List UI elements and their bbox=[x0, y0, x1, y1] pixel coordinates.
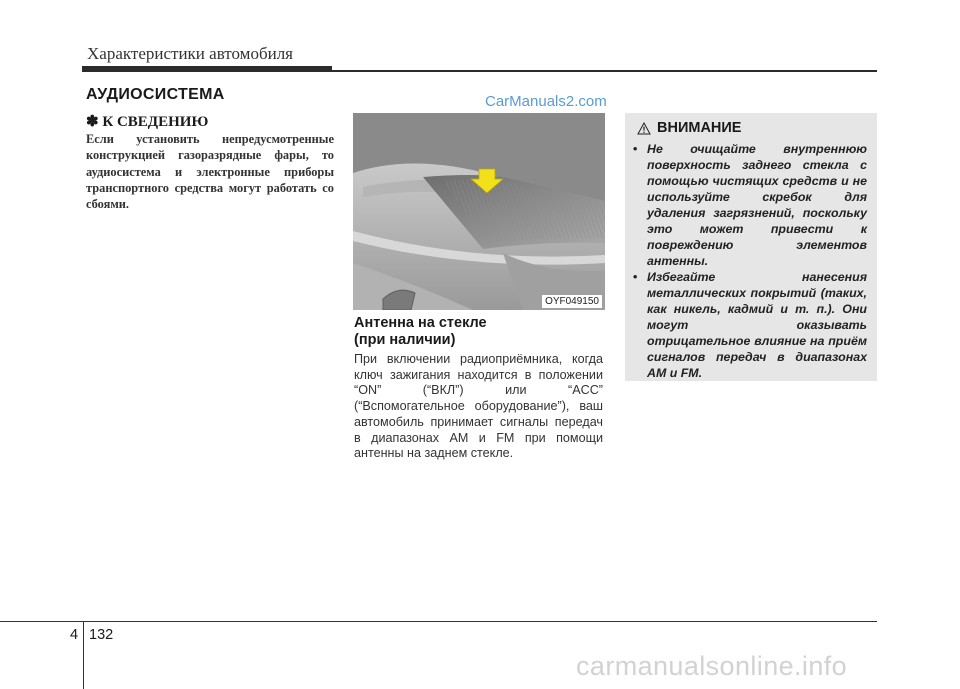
footer-rule bbox=[0, 621, 877, 622]
header-rule-thin bbox=[332, 70, 877, 72]
chapter-number: 4 bbox=[70, 627, 79, 643]
warning-item bbox=[631, 141, 867, 269]
footer-divider bbox=[83, 621, 84, 689]
watermark-bottom[interactable]: carmanualsonline.info bbox=[576, 651, 848, 681]
antenna-heading-line2: (при наличии) bbox=[354, 331, 456, 348]
warning-title: ВНИМАНИЕ bbox=[657, 120, 742, 136]
warning-item-text: Не очищайте внутреннюю поверхность заднего стекла с помощью чистящих средств и не используйте скребок для удаления загрязнений, поскольку это может привести к повреждению элементов антенны. bbox=[647, 142, 867, 268]
warning-triangle-icon bbox=[637, 122, 651, 135]
page-number: 132 bbox=[89, 627, 114, 643]
antenna-body: При включении радиоприёмника, когда ключ зажигания находится в положении “ON” (“ВКЛ”) или “ACC” (“Вспомогательное оборудование”), ваш автомобиль принимает сигналы передач в диапазонах AM и FM при помощи антенны на заднем стекле. bbox=[354, 352, 603, 461]
watermark-top[interactable]: CarManuals2.com bbox=[485, 93, 607, 110]
header-title: Характеристики автомобиля bbox=[87, 44, 293, 63]
rear-window-antenna-illustration bbox=[353, 113, 605, 310]
notice-body: Если установить непредусмотренные конструкцией газоразрядные фары, то аудиосистема и электронные приборы транспортного средства могут работать со сбоями. bbox=[86, 132, 334, 212]
warning-list bbox=[631, 141, 867, 381]
antenna-heading-line1: Антенна на стекле bbox=[354, 315, 487, 331]
bullet: • bbox=[633, 142, 638, 156]
section-title: АУДИОСИСТЕМА bbox=[86, 86, 225, 103]
warning-box bbox=[625, 113, 877, 381]
warning-title-row bbox=[637, 120, 741, 136]
figure-code: OYF049150 bbox=[542, 295, 602, 308]
warning-item-text: Избегайте нанесения металлических покрытий (таких, как никель, кадмий и т. п.). Они могут оказывать отрицательное влияние на приём сигналов передач в диапазонах AM и FM. bbox=[647, 270, 867, 380]
bullet: • bbox=[633, 270, 638, 284]
warning-item bbox=[631, 269, 867, 381]
car-rear-glass-drawing bbox=[353, 113, 605, 310]
notice-heading: ✽ К СВЕДЕНИЮ bbox=[86, 114, 209, 130]
antenna-heading bbox=[354, 315, 487, 348]
header-rule-thick bbox=[82, 66, 332, 72]
